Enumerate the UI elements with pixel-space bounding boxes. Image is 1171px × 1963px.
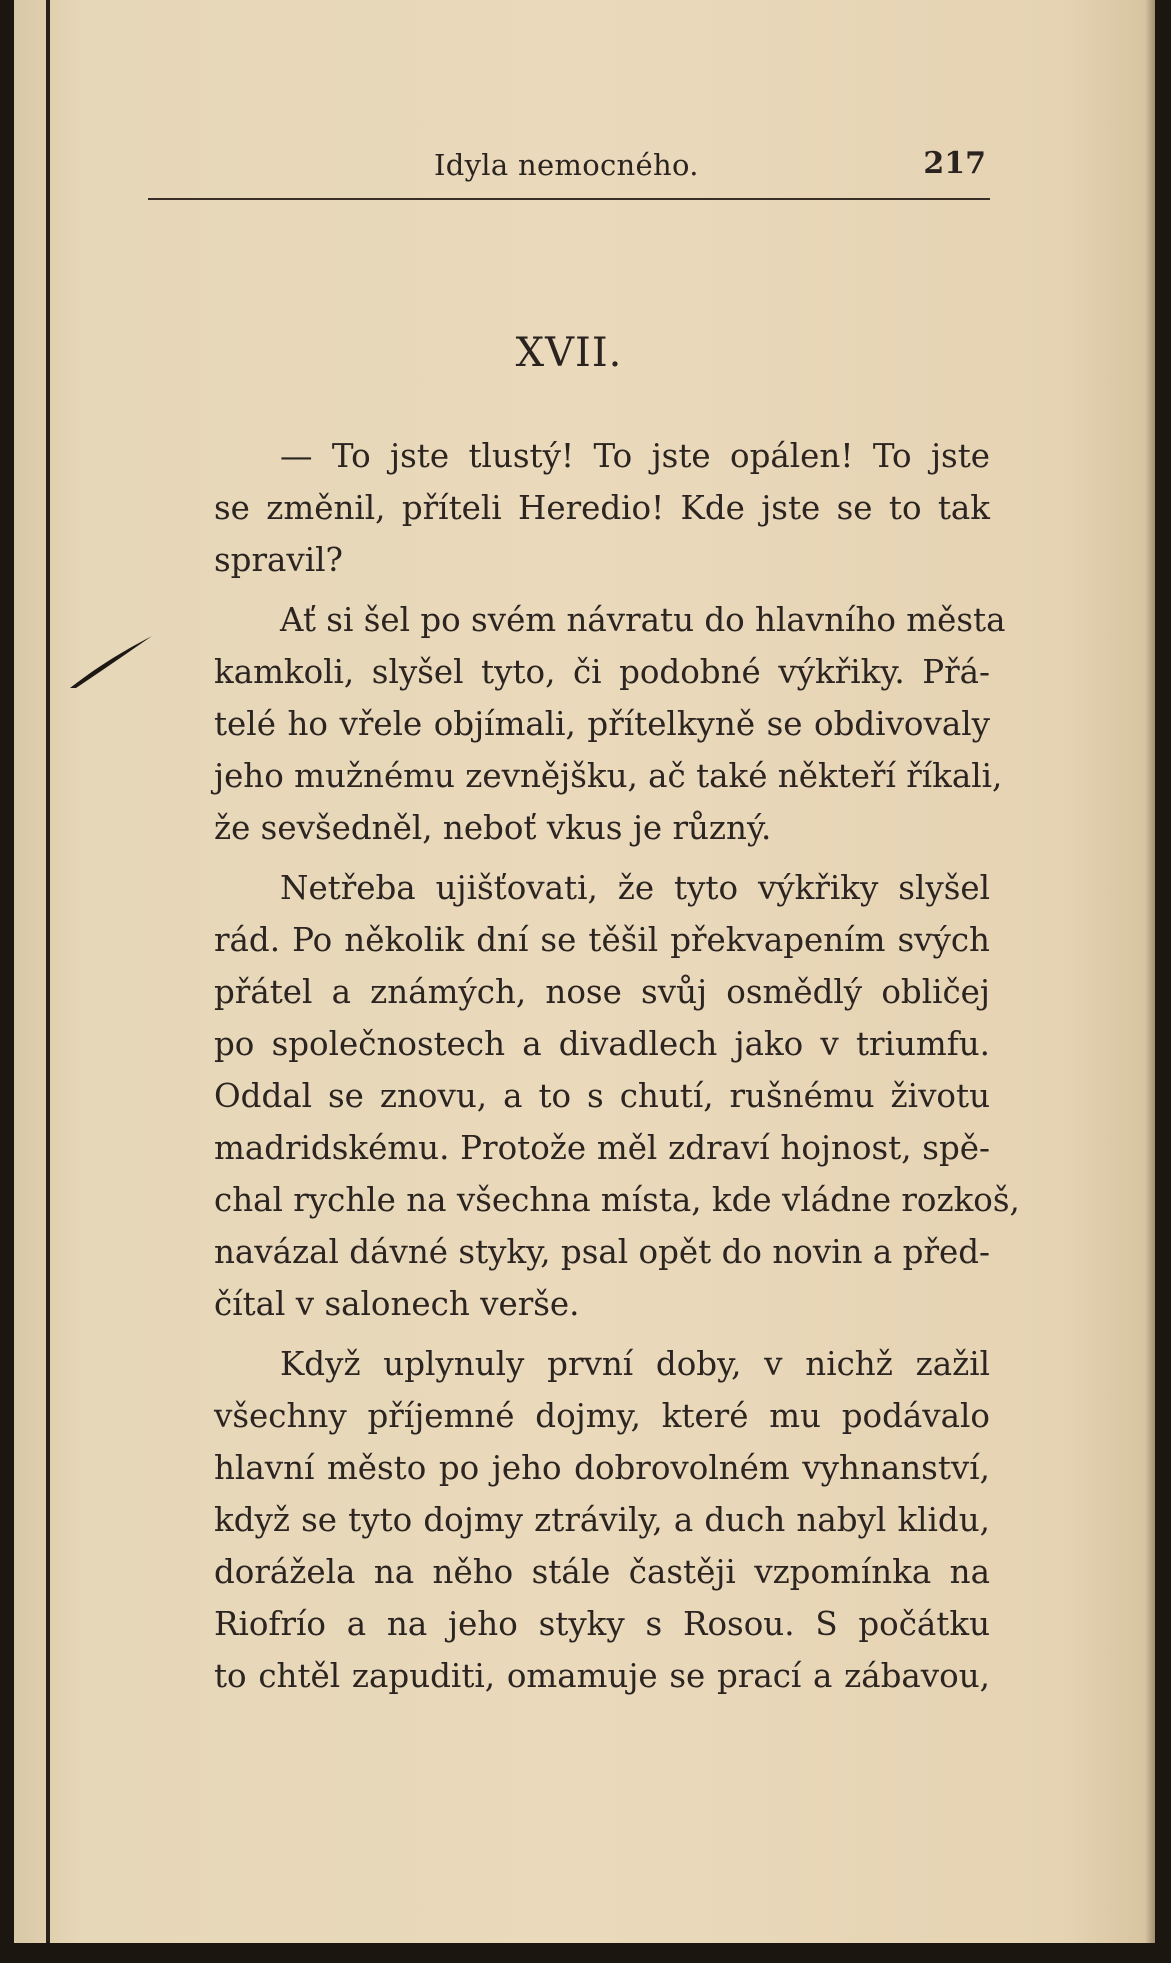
text-line: rád. Po několik dní se těšil překvapením svých: [214, 921, 990, 959]
text-line: madridskému. Protože měl zdraví hojnost, spě-: [214, 1129, 990, 1167]
text-line: Riofrío a na jeho styky s Rosou. S počátku: [214, 1605, 990, 1643]
paragraph-2: [148, 594, 1006, 854]
paragraph-3: [148, 862, 1020, 1330]
text-line: že sevšedněl, neboť vkus je různý.: [214, 809, 772, 847]
text-line: jeho mužnému zevnějšku, ač také někteří říkali,: [214, 757, 1003, 795]
text-line: Oddal se znovu, a to s chutí, rušnému životu: [214, 1077, 990, 1115]
text-line: dorážela na něho stále častěji vzpomínka na: [214, 1553, 990, 1591]
header-rule: [148, 198, 990, 200]
text-line: když se tyto dojmy ztrávily, a duch nabyl klidu,: [214, 1501, 990, 1539]
text-line: Ať si šel po svém návratu do hlavního města: [280, 601, 1006, 639]
text-line: navázal dávné styky, psal opět do novin a před-: [214, 1233, 990, 1271]
text-line: — To jste tlustý! To jste opálen! To jste: [280, 437, 990, 475]
text-line: se změnil, příteli Heredio! Kde jste se to tak: [214, 489, 990, 527]
text-line: Když uplynuly první doby, v nichž zažil: [280, 1345, 990, 1383]
text-line: Netřeba ujišťovati, že tyto výkřiky slyšel: [280, 869, 990, 907]
text-line: všechny příjemné dojmy, které mu podávalo: [214, 1397, 990, 1435]
text-line: přátel a známých, nose svůj osmědlý obličej: [214, 973, 990, 1011]
text-line: čítal v salonech verše.: [214, 1285, 580, 1323]
book-page: [14, 0, 1155, 1943]
running-title: Idyla nemocného.: [434, 148, 699, 182]
body-text: [148, 430, 1020, 1710]
paragraph-4: [148, 1338, 990, 1702]
text-line: telé ho vřele objímali, přítelkyně se obdivovaly: [214, 705, 990, 743]
text-line: to chtěl zapuditi, omamuje se prací a zábavou,: [214, 1657, 990, 1695]
pencil-mark-icon: [66, 632, 156, 692]
page-edge-shadow: [1145, 0, 1155, 1943]
text-line: spravil?: [214, 541, 343, 579]
page-number: 217: [923, 146, 986, 181]
page-header: [148, 142, 988, 198]
text-line: kamkoli, slyšel tyto, či podobné výkřiky. Přá-: [214, 653, 990, 691]
text-line: hlavní město po jeho dobrovolném vyhnanství,: [214, 1449, 990, 1487]
chapter-heading: XVII.: [515, 330, 623, 376]
text-line: chal rychle na všechna místa, kde vládne rozkoš,: [214, 1181, 1020, 1219]
binding-edge: [46, 0, 50, 1943]
paragraph-1: [148, 430, 990, 586]
text-line: po společnostech a divadlech jako v triumfu.: [214, 1025, 990, 1063]
